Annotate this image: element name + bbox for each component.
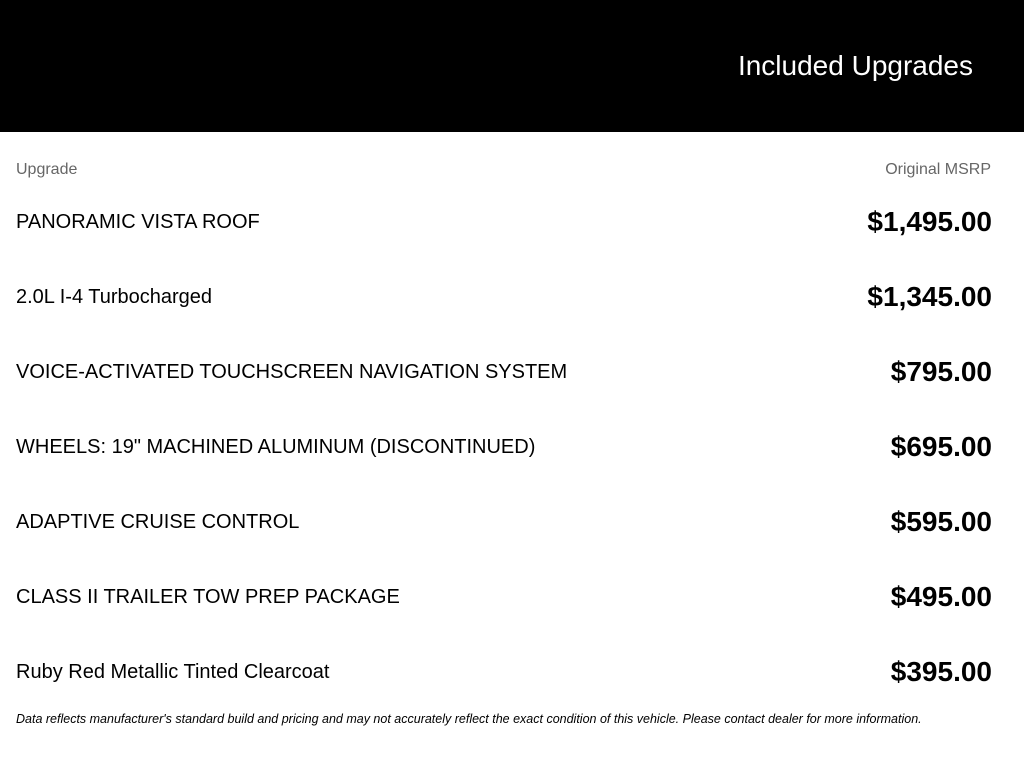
upgrade-price: $1,345.00 xyxy=(867,281,992,312)
header-banner xyxy=(0,0,1024,132)
upgrade-name: WHEELS: 19" MACHINED ALUMINUM (DISCONTINUED) xyxy=(16,436,536,458)
upgrade-row xyxy=(0,347,1024,422)
upgrade-row xyxy=(0,572,1024,647)
page-title: Included Upgrades xyxy=(737,50,973,81)
upgrade-name: CLASS II TRAILER TOW PREP PACKAGE xyxy=(16,586,400,608)
upgrade-name: Ruby Red Metallic Tinted Clearcoat xyxy=(16,661,330,683)
upgrade-name: 2.0L I-4 Turbocharged xyxy=(16,286,213,308)
upgrade-price: $695.00 xyxy=(890,431,992,462)
disclaimer-text: Data reflects manufacturer's standard build and pricing and may not accurately reflect the exact condition of this vehicle. Please contact dealer for more information. xyxy=(16,712,922,726)
upgrade-price: $1,495.00 xyxy=(867,206,992,237)
upgrade-row xyxy=(0,272,1024,347)
upgrade-price: $795.00 xyxy=(890,356,992,387)
upgrade-name: ADAPTIVE CRUISE CONTROL xyxy=(16,511,300,533)
upgrade-row xyxy=(0,422,1024,497)
upgrade-price: $495.00 xyxy=(890,581,992,612)
upgrade-name: VOICE-ACTIVATED TOUCHSCREEN NAVIGATION SYSTEM xyxy=(16,361,568,383)
upgrades-list xyxy=(0,197,1024,722)
upgrade-row xyxy=(0,197,1024,272)
upgrade-price: $595.00 xyxy=(890,506,992,537)
upgrade-row xyxy=(0,497,1024,572)
column-header-upgrade: Upgrade xyxy=(16,161,78,178)
upgrade-name: PANORAMIC VISTA ROOF xyxy=(16,211,260,233)
upgrade-price: $395.00 xyxy=(890,656,992,687)
column-header-msrp: Original MSRP xyxy=(885,161,991,178)
